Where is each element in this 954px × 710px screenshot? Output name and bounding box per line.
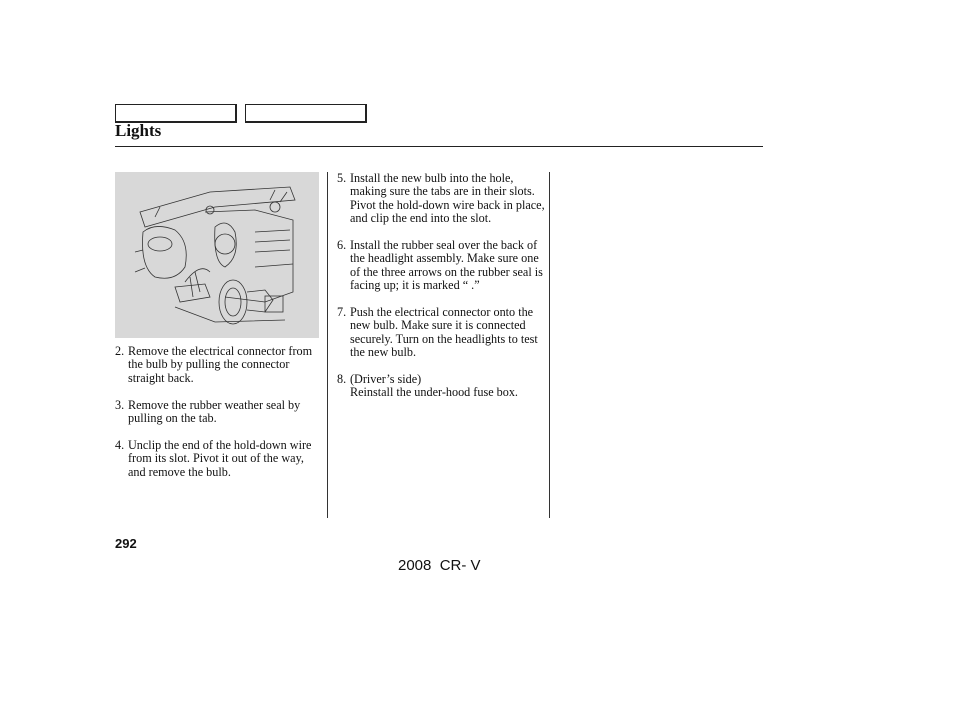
- column-divider: [327, 172, 328, 518]
- step-text: Push the electrical connector onto the new bulb. Make sure it is connected securely. Turn on the headlights to test the new bulb.: [350, 305, 538, 360]
- step-number: 7.: [337, 305, 347, 320]
- step-number: 8.: [337, 372, 347, 387]
- list-item: [115, 439, 315, 479]
- step-text: Install the rubber seal over the back of the headlight assembly. Make sure one of the three arrows on the rubber seal is facing up; it is marked “ .”: [350, 238, 543, 293]
- step-text: Reinstall the under-hood fuse box.: [350, 385, 518, 400]
- step-number: 6.: [337, 238, 347, 253]
- steps-right-column: [337, 172, 547, 413]
- nav-tab-contents[interactable]: [245, 104, 367, 123]
- step-text: Remove the electrical connector from the bulb by pulling the connector straight back.: [128, 344, 313, 385]
- step-text: Install the new bulb into the hole, making sure the tabs are in their slots. Pivot the hold-down wire back in place, and clip the end into the slot.: [350, 171, 545, 226]
- step-text: Unclip the end of the hold-down wire from its slot. Pivot it out of the way, and remove the bulb.: [128, 437, 312, 479]
- step-text: Remove the rubber weather seal by pulling on the tab.: [128, 397, 301, 426]
- step-number: 5.: [337, 171, 347, 185]
- step-number: 3.: [115, 397, 125, 412]
- list-item: [115, 399, 315, 426]
- step-number: 4.: [115, 437, 125, 452]
- step-number: 2.: [115, 344, 125, 358]
- list-item: [337, 306, 547, 360]
- page-number: 292: [115, 536, 137, 551]
- steps-left-column: [115, 345, 315, 492]
- step-text: (Driver’s side): [350, 372, 422, 387]
- list-item: [337, 373, 547, 400]
- engine-bay-drawing: [115, 172, 319, 338]
- column-divider: [549, 172, 550, 518]
- title-divider: [115, 146, 763, 147]
- list-item: [337, 172, 547, 226]
- list-item: [115, 345, 315, 385]
- page-title: Lights: [115, 121, 162, 140]
- list-item: [337, 239, 547, 293]
- footer-model: 2008 CR- V: [398, 557, 481, 574]
- headlight-bulb-illustration: [115, 172, 319, 338]
